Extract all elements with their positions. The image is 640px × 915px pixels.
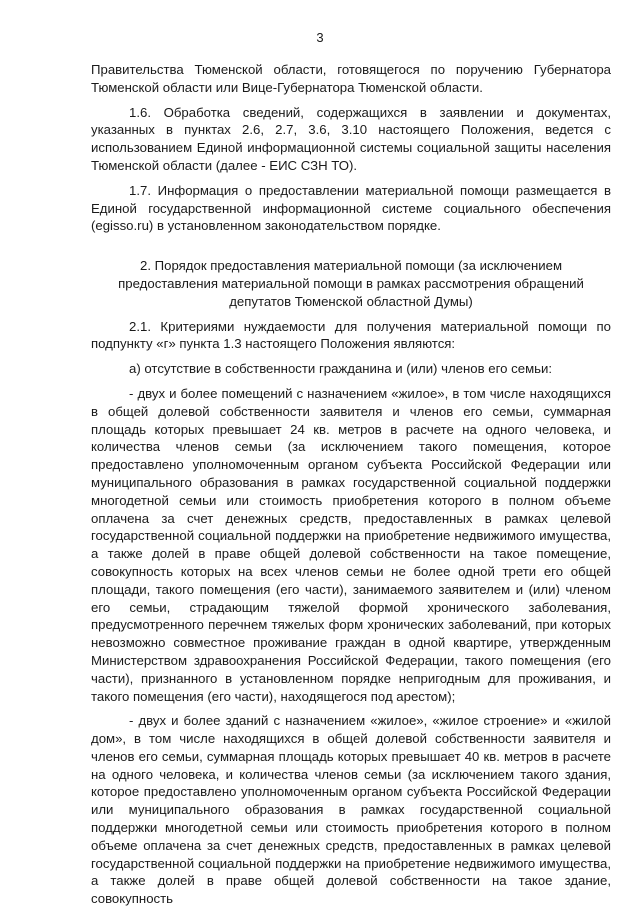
paragraph-2-1-a: а) отсутствие в собственности гражданина и (или) членов его семьи: (129, 361, 553, 377)
paragraph-1-7: 1.7. Информация о предоставлении материальной помощи размещается в Единой государственной информационной системе социального обеспечения (egisso.ru) в установленном законодательством порядке. (91, 182, 611, 234)
paragraph-premises: - двух и более помещений с назначением «жилое», в том числе находящихся в общей долевой собственности заявителя и членов его семьи, суммарная площадь которых превышает 24 кв. метров в расчете на одного человека, и количества членов семьи (за исключением такого помещения, которое предоставлено уполномоченным органом субъекта Российской Федерации или муниципального образования в рамках государственной социальной поддержки многодетной семьи или стоимость приобретения которого в полном объеме оплачена за счет денежных средств, предоставленных в рамках целевой государственной социальной поддержки на приобретение недвижимого имущества, а также долей в праве общей долевой собственности на такое помещение, совокупность которых на всех членов семьи не более одной трети его общей площади, такого помещения (его части), занимаемого заявителем и (или) членом его семьи, страдающим тяжелой формой хронического заболевания, предусмотренного перечнем тяжелых форм хронических заболеваний, при которых невозможно совместное проживание граждан в одной квартире, утвержденным Министерством здравоохранения Российской Федерации, такого помещения (его части), признанного в установленном порядке непригодным для проживания, и такого помещения (его части), находящегося под арестом); (91, 385, 611, 704)
document-body (91, 61, 611, 915)
paragraph-1-6: 1.6. Обработка сведений, содержащихся в заявлении и документах, указанных в пунктах 2.6, 2.7, 3.6, 3.10 настоящего Положения, ведется с использованием Единой информационной системы социальной защиты населения Тюменской области (далее - ЕИС СЗН ТО). (91, 104, 611, 173)
paragraph-continuation: Правительства Тюменской области, готовящегося по поручению Губернатора Тюменской области или Вице-Губернатора Тюменской области. (91, 62, 611, 95)
paragraph-2-1: 2.1. Критериями нуждаемости для получения материальной помощи по подпункту «г» пункта 1.3 настоящего Положения являются: (91, 318, 611, 352)
paragraph-buildings: - двух и более зданий с назначением «жилое», «жилое строение» и «жилой дом», в том числе находящихся в общей долевой собственности заявителя и членов его семьи, суммарная площадь которых превышает 40 кв. метров в расчете на одного человека, и количества членов семьи (за исключением такого здания, которое предоставлено уполномоченным органом субъекта Российской Федерации или муниципального образования в рамках государственной социальной поддержки многодетной семьи или стоимость приобретения которого в полном объеме оплачена за счет денежных средств, предоставленных в рамках целевой государственной социальной поддержки на приобретение недвижимого имущества, а также долей в праве общей долевой собственности на такое здание, совокупность (91, 713, 611, 907)
page-number: 3 (316, 30, 324, 45)
section-2-title: 2. Порядок предоставления материальной помощи (за исключением предоставления материальной помощи в рамках рассмотрения обращений депутатов Тюменской областной Думы) (118, 258, 584, 309)
